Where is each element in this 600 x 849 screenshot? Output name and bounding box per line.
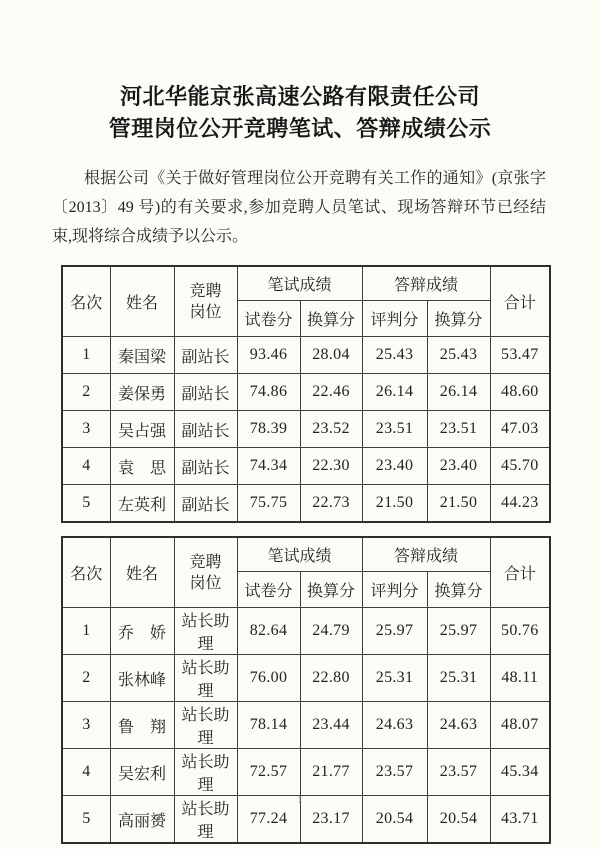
paper-score-cell: 74.34 — [237, 448, 300, 485]
judge-score-cell: 21.50 — [362, 485, 427, 523]
total-cell: 47.03 — [490, 411, 550, 448]
defense-converted-cell: 23.40 — [427, 448, 490, 485]
header-rank: 名次 — [62, 266, 110, 337]
defense-converted-cell: 25.97 — [427, 608, 490, 655]
written-converted-cell: 23.17 — [300, 796, 362, 844]
rank-cell: 3 — [62, 411, 110, 448]
table-row — [62, 485, 550, 523]
total-cell: 44.23 — [490, 485, 550, 523]
header-position — [174, 537, 237, 608]
header-paper-score: 试卷分 — [237, 572, 300, 608]
paper-score-cell: 93.46 — [237, 337, 300, 374]
table-row — [62, 374, 550, 411]
position-cell: 站长助理 — [174, 796, 237, 844]
header-written-converted: 换算分 — [300, 301, 362, 337]
defense-converted-cell: 25.43 — [427, 337, 490, 374]
table-row — [62, 448, 550, 485]
name-cell: 左英利 — [110, 485, 174, 523]
position-cell: 副站长 — [174, 448, 237, 485]
total-cell: 48.11 — [490, 655, 550, 702]
defense-converted-cell: 20.54 — [427, 796, 490, 844]
table-row — [62, 411, 550, 448]
score-table-deputy-station-chief — [61, 265, 551, 523]
name-cell: 吴占强 — [110, 411, 174, 448]
position-cell: 副站长 — [174, 337, 237, 374]
header-row-groups — [62, 266, 550, 301]
defense-converted-cell: 25.31 — [427, 655, 490, 702]
judge-score-cell: 25.43 — [362, 337, 427, 374]
written-converted-cell: 23.44 — [300, 702, 362, 749]
document-title — [0, 0, 600, 145]
name-cell: 鲁 翔 — [110, 702, 174, 749]
rank-cell: 1 — [62, 608, 110, 655]
judge-score-cell: 25.97 — [362, 608, 427, 655]
table-row — [62, 702, 550, 749]
defense-converted-cell: 23.57 — [427, 749, 490, 796]
position-cell: 站长助理 — [174, 702, 237, 749]
rank-cell: 5 — [62, 796, 110, 844]
rank-cell: 5 — [62, 485, 110, 523]
rank-cell: 1 — [62, 337, 110, 374]
position-cell: 副站长 — [174, 374, 237, 411]
paper-score-cell: 76.00 — [237, 655, 300, 702]
written-converted-cell: 22.30 — [300, 448, 362, 485]
total-cell: 53.47 — [490, 337, 550, 374]
written-converted-cell: 22.73 — [300, 485, 362, 523]
name-cell: 高丽赟 — [110, 796, 174, 844]
rank-cell: 2 — [62, 655, 110, 702]
defense-converted-cell: 23.51 — [427, 411, 490, 448]
page-number: 1 — [297, 794, 303, 806]
header-defense-converted: 换算分 — [427, 572, 490, 608]
header-defense-group: 答辩成绩 — [362, 537, 490, 572]
header-paper-score: 试卷分 — [237, 301, 300, 337]
header-judge-score: 评判分 — [362, 572, 427, 608]
header-position — [174, 266, 237, 337]
header-defense-converted: 换算分 — [427, 301, 490, 337]
paper-score-cell: 72.57 — [237, 749, 300, 796]
header-position-line2: 岗位 — [189, 574, 222, 592]
header-judge-score: 评判分 — [362, 301, 427, 337]
rank-cell: 3 — [62, 702, 110, 749]
position-cell: 副站长 — [174, 411, 237, 448]
judge-score-cell: 26.14 — [362, 374, 427, 411]
name-cell: 乔 娇 — [110, 608, 174, 655]
paper-score-cell: 74.86 — [237, 374, 300, 411]
total-cell: 48.07 — [490, 702, 550, 749]
rank-cell: 2 — [62, 374, 110, 411]
written-converted-cell: 23.52 — [300, 411, 362, 448]
header-total: 合计 — [490, 537, 550, 608]
position-cell: 站长助理 — [174, 608, 237, 655]
paper-score-cell: 77.24 — [237, 796, 300, 844]
defense-converted-cell: 24.63 — [427, 702, 490, 749]
header-row-groups — [62, 537, 550, 572]
table-row — [62, 608, 550, 655]
table-row — [62, 655, 550, 702]
intro-paragraph: 根据公司《关于做好管理岗位公开竞聘有关工作的通知》(京张字〔2013〕49 号)的有关要求,参加竞聘人员笔试、现场答辩环节已经结束,现将综合成绩予以公示。 — [52, 170, 546, 245]
judge-score-cell: 23.57 — [362, 749, 427, 796]
header-name: 姓名 — [110, 266, 174, 337]
title-line-2: 管理岗位公开竞聘笔试、答辩成绩公示 — [108, 116, 492, 141]
position-cell: 站长助理 — [174, 749, 237, 796]
rank-cell: 4 — [62, 448, 110, 485]
judge-score-cell: 23.40 — [362, 448, 427, 485]
paper-score-cell: 75.75 — [237, 485, 300, 523]
table-row — [62, 337, 550, 374]
total-cell: 50.76 — [490, 608, 550, 655]
total-cell: 43.71 — [490, 796, 550, 844]
total-cell: 48.60 — [490, 374, 550, 411]
header-written-group: 笔试成绩 — [237, 537, 362, 572]
paper-score-cell: 78.39 — [237, 411, 300, 448]
header-defense-group: 答辩成绩 — [362, 266, 490, 301]
judge-score-cell: 20.54 — [362, 796, 427, 844]
header-written-converted: 换算分 — [300, 572, 362, 608]
header-position-line1: 竞聘 — [189, 282, 222, 300]
name-cell: 秦国梁 — [110, 337, 174, 374]
judge-score-cell: 25.31 — [362, 655, 427, 702]
position-cell: 站长助理 — [174, 655, 237, 702]
paper-score-cell: 82.64 — [237, 608, 300, 655]
written-converted-cell: 22.46 — [300, 374, 362, 411]
name-cell: 吴宏利 — [110, 749, 174, 796]
header-written-group: 笔试成绩 — [237, 266, 362, 301]
header-position-line1: 竞聘 — [189, 553, 222, 571]
written-converted-cell: 22.80 — [300, 655, 362, 702]
header-position-line2: 岗位 — [189, 303, 222, 321]
name-cell: 张林峰 — [110, 655, 174, 702]
header-name: 姓名 — [110, 537, 174, 608]
written-converted-cell: 28.04 — [300, 337, 362, 374]
title-line-1: 河北华能京张高速公路有限责任公司 — [119, 84, 480, 109]
judge-score-cell: 23.51 — [362, 411, 427, 448]
written-converted-cell: 24.79 — [300, 608, 362, 655]
total-cell: 45.34 — [490, 749, 550, 796]
table-row — [62, 749, 550, 796]
header-rank: 名次 — [62, 537, 110, 608]
paper-score-cell: 78.14 — [237, 702, 300, 749]
total-cell: 45.70 — [490, 448, 550, 485]
rank-cell: 4 — [62, 749, 110, 796]
defense-converted-cell: 21.50 — [427, 485, 490, 523]
header-total: 合计 — [490, 266, 550, 337]
name-cell: 姜保勇 — [110, 374, 174, 411]
name-cell: 袁 思 — [110, 448, 174, 485]
written-converted-cell: 21.77 — [300, 749, 362, 796]
defense-converted-cell: 26.14 — [427, 374, 490, 411]
position-cell: 副站长 — [174, 485, 237, 523]
judge-score-cell: 24.63 — [362, 702, 427, 749]
